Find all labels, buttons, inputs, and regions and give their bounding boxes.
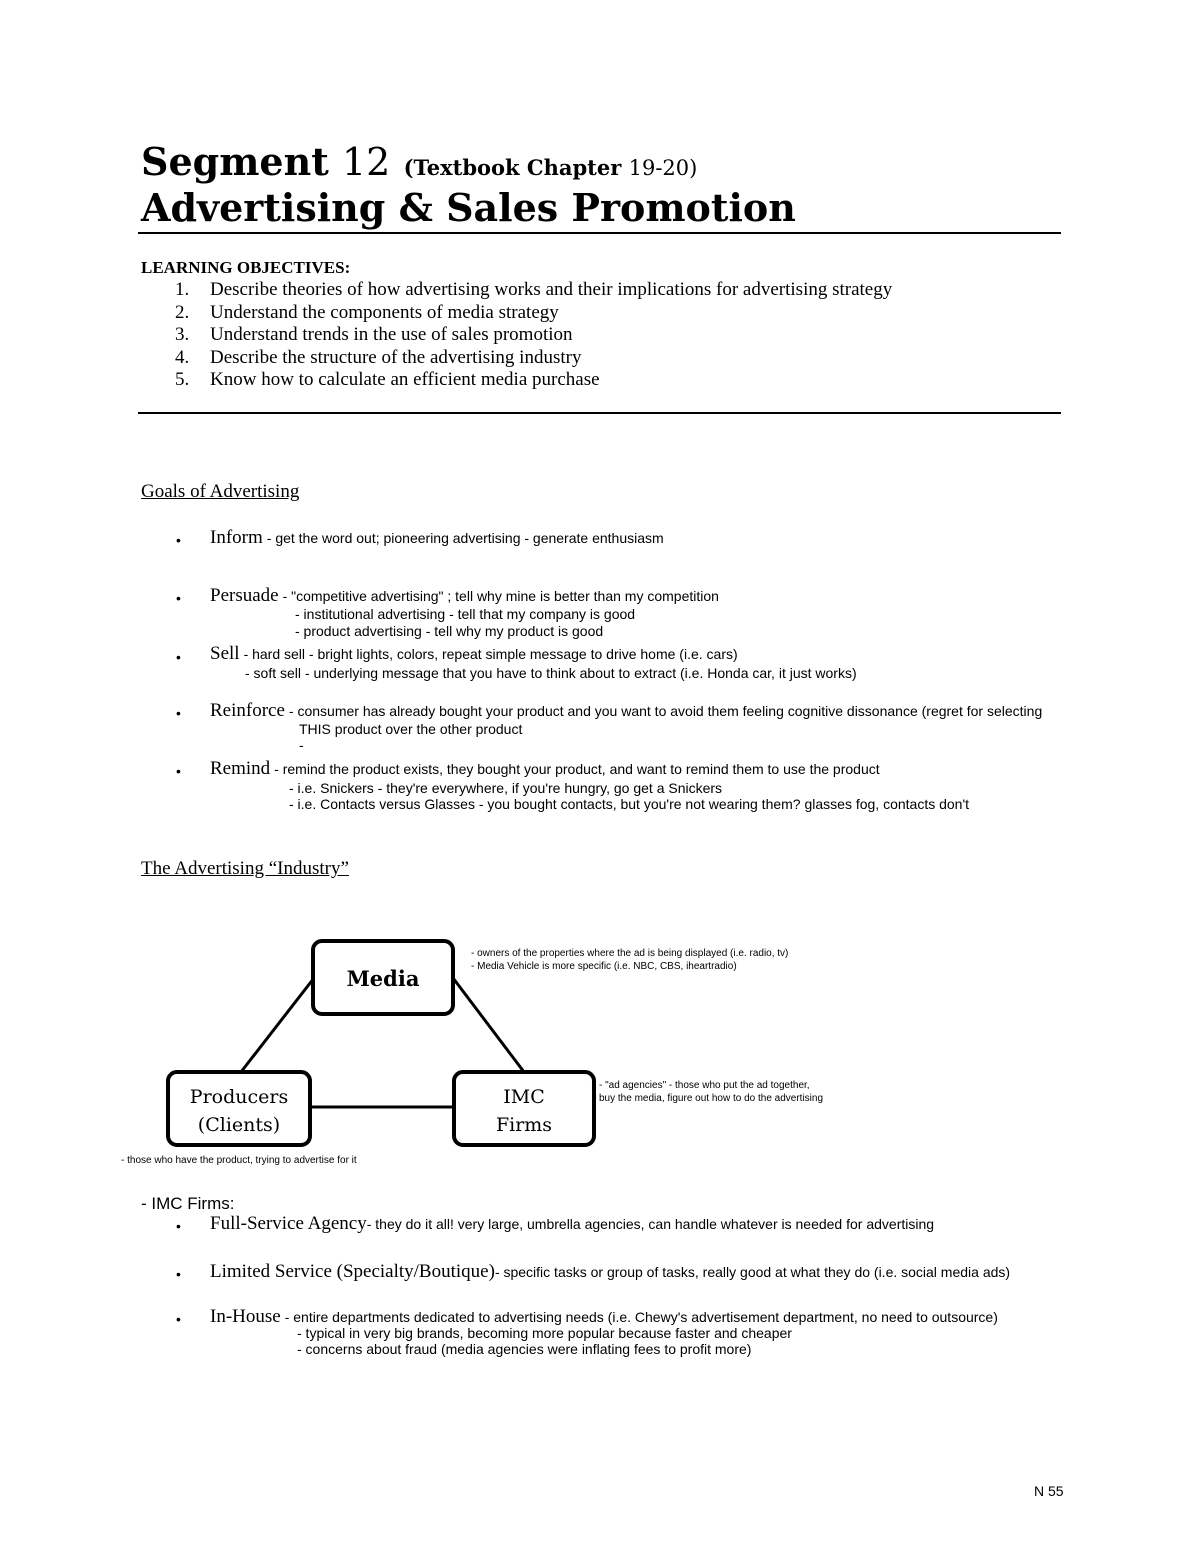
goal-note: THIS product over the other product — [299, 721, 523, 737]
imc-term: Full-Service Agency — [210, 1213, 367, 1234]
bullet-icon: • — [176, 1311, 181, 1327]
goal-sell — [210, 643, 738, 665]
page-title: Advertising & Sales Promotion — [141, 185, 796, 230]
list-item — [141, 324, 892, 347]
goal-note: - i.e. Contacts versus Glasses - you bought contacts, but you're not wearing them? glasses fog, contacts don't — [289, 796, 970, 812]
bullet-icon: • — [176, 649, 181, 665]
imc-note: - specific tasks or group of tasks, really good at what they do (i.e. social media ads) — [494, 1264, 1011, 1280]
imc-note: - concerns about fraud (media agencies were inflating fees to profit more) — [297, 1341, 752, 1357]
goal-term: Persuade — [210, 585, 279, 606]
goal-note: - institutional advertising - tell that my company is good — [295, 606, 636, 622]
goal-note: - hard sell - bright lights, colors, repeat simple message to drive home (i.e. cars) — [243, 646, 738, 662]
imc-note: - they do it all! very large, umbrella agencies, can handle whatever is needed for advertising — [366, 1216, 935, 1232]
goal-note: - — [299, 737, 304, 753]
bullet-icon: • — [176, 1218, 181, 1234]
item-text: Describe the structure of the advertising industry — [210, 346, 582, 368]
item-text: Understand the components of media strategy — [210, 301, 559, 323]
imc-note: - "ad agencies" - those who put the ad together, — [599, 1080, 810, 1091]
goal-term: Reinforce — [210, 700, 285, 721]
goal-note: - "competitive advertising" ; tell why mine is better than my competition — [282, 588, 719, 604]
media-imc-connector — [453, 978, 524, 1072]
bullet-icon: • — [176, 532, 181, 548]
imc-note: - typical in very big brands, becoming more popular because faster and cheaper — [297, 1325, 792, 1341]
imc-label-line2: Firms — [495, 1114, 553, 1136]
imc-note: - entire departments dedicated to advertising needs (i.e. Chewy's advertisement department, no need to outsource) — [284, 1309, 998, 1325]
imc-label-line1: IMC — [503, 1086, 545, 1108]
item-text: Describe theories of how advertising works and their implications for advertising strategy — [210, 279, 893, 300]
chapter-reference — [404, 155, 698, 180]
goal-inform — [210, 527, 664, 549]
objectives-divider — [138, 412, 1061, 414]
goal-note: - get the word out; pioneering advertising - generate enthusiasm — [266, 530, 664, 546]
item-text: Know how to calculate an efficient media purchase — [210, 369, 600, 390]
producers-label-line1: Producers — [189, 1086, 289, 1108]
item-text: Understand trends in the use of sales promotion — [210, 324, 573, 345]
goal-term: Sell — [210, 643, 240, 664]
objectives-list — [141, 279, 892, 392]
imc-full-service — [210, 1213, 934, 1235]
imc-term: Limited Service (Specialty/Boutique) — [210, 1261, 495, 1282]
item-number: 5. — [175, 369, 190, 390]
goals-heading: Goals of Advertising — [141, 481, 300, 502]
imc-limited-service — [210, 1261, 1010, 1283]
list-item — [141, 302, 892, 325]
objectives-heading: LEARNING OBJECTIVES: — [141, 258, 351, 277]
industry-heading: The Advertising “Industry” — [141, 858, 349, 879]
bullet-icon: • — [176, 590, 181, 606]
goal-note: - i.e. Snickers - they're everywhere, if you're hungry, go get a Snickers — [289, 780, 723, 796]
item-number: 4. — [175, 346, 190, 368]
goal-note: - remind the product exists, they bought your product, and want to remind them to use the product — [274, 761, 880, 777]
page-number: N 55 — [1034, 1483, 1064, 1499]
media-producers-connector — [241, 978, 314, 1072]
list-item — [141, 369, 892, 392]
goal-persuade — [210, 585, 719, 607]
producers-note: - those who have the product, trying to advertise for it — [121, 1155, 357, 1166]
imc-term: In-House — [210, 1306, 281, 1327]
bullet-icon: • — [176, 763, 181, 779]
media-note: - Media Vehicle is more specific (i.e. NBC, CBS, iheartradio) — [471, 961, 737, 972]
bullet-icon: • — [176, 1266, 181, 1282]
producers-label-line2: (Clients) — [197, 1114, 281, 1136]
goal-note: - consumer has already bought your product and you want to avoid them feeling cognitive dissonance (regret for selecting — [288, 703, 1043, 719]
segment-title — [141, 140, 697, 190]
imc-note: buy the media, figure out how to do the advertising — [599, 1093, 824, 1104]
media-label: Media — [346, 966, 420, 991]
goal-note: - product advertising - tell why my product is good — [295, 623, 604, 639]
goal-note: - soft sell - underlying message that you have to think about to extract (i.e. Honda car, it just works) — [245, 665, 857, 681]
list-item — [141, 347, 892, 370]
segment-number: 12 — [342, 140, 391, 184]
list-item — [141, 279, 892, 302]
chapter-word: (Textbook Chapter — [403, 155, 622, 180]
imc-firms-heading: - IMC Firms: — [141, 1194, 235, 1213]
media-note: - owners of the properties where the ad is being displayed (i.e. radio, tv) — [471, 948, 789, 959]
goal-remind — [210, 758, 880, 780]
title-divider — [138, 232, 1061, 234]
goal-term: Inform — [210, 527, 263, 548]
item-number: 3. — [175, 324, 190, 345]
chapter-number: 19-20) — [628, 156, 698, 180]
item-number: 1. — [175, 279, 190, 300]
goal-term: Remind — [210, 758, 271, 779]
goal-reinforce — [210, 700, 1042, 722]
segment-word: Segment — [141, 139, 329, 184]
item-number: 2. — [175, 301, 190, 323]
bullet-icon: • — [176, 705, 181, 721]
